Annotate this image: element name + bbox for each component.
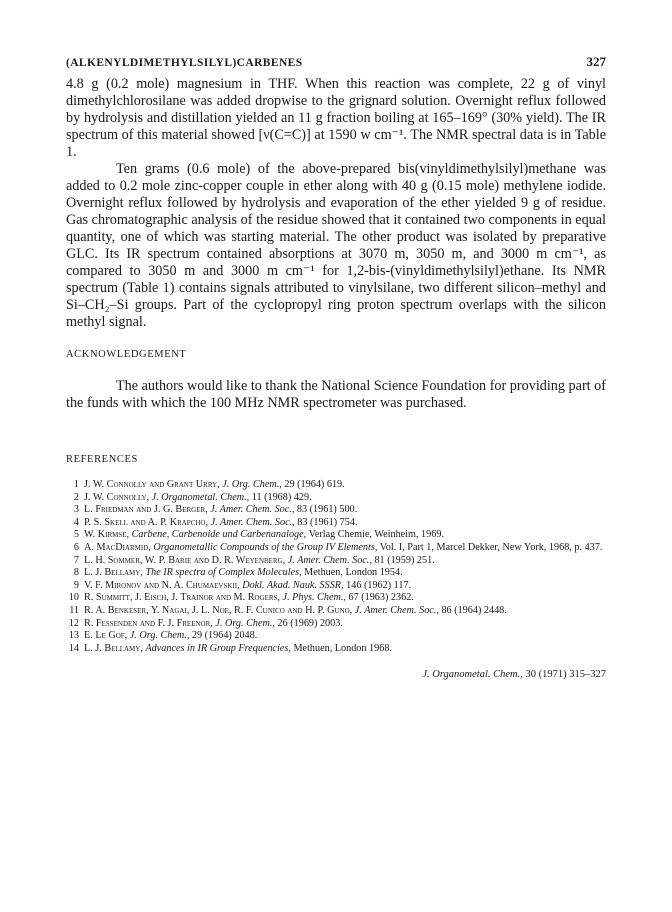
reference-details: 81 (1959) 251. — [374, 554, 435, 566]
reference-number: 9 — [73, 579, 79, 591]
reference-list — [66, 479, 606, 655]
reference-source: Organometallic Compounds of the Group IV Elements, — [153, 541, 378, 553]
reference-details: 29 (1964) 2048. — [191, 630, 258, 642]
acknowledgement-text: The authors would like to thank the National Science Foundation for providing part of the funds with which the 100 MHz NMR spectrometer was purchased. — [66, 378, 606, 411]
footer-citation: 30 (1971) 315–327 — [525, 669, 606, 681]
reference-source: J. Organometal. Chem., — [151, 491, 250, 503]
reference-details: 67 (1963) 2362. — [348, 592, 414, 604]
reference-source: J. Org. Chem., — [222, 479, 282, 490]
reference-item — [66, 618, 606, 631]
running-head — [66, 54, 606, 76]
reference-source: Dokl. Akad. Nauk. SSSR, — [242, 579, 344, 591]
reference-number: 1 — [73, 479, 79, 490]
reference-details: Methuen, London 1954. — [304, 567, 403, 579]
reference-number: 7 — [73, 554, 79, 566]
reference-authors: P. S. Skell and A. P. Krapcho, — [84, 516, 209, 528]
reference-authors: J. W. Connolly and Grant Urry, — [84, 479, 220, 490]
reference-source: J. Org. Chem., — [215, 617, 275, 629]
reference-number: 13 — [68, 630, 79, 642]
reference-number: 11 — [69, 604, 79, 616]
reference-details: 29 (1964) 619. — [284, 479, 345, 490]
reference-item — [66, 630, 606, 643]
reference-item — [66, 605, 606, 618]
reference-text — [84, 643, 606, 656]
reference-number: 3 — [73, 504, 79, 516]
reference-number: 4 — [73, 516, 79, 528]
reference-text — [84, 479, 606, 492]
paper-page — [66, 54, 606, 680]
reference-details: 83 (1961) 500. — [296, 504, 358, 516]
reference-source: Advances in IR Group Frequencies, — [145, 642, 291, 654]
reference-authors: R. Fessenden and F. J. Freenor, — [84, 617, 213, 629]
reference-source: J. Phys. Chem., — [282, 592, 346, 604]
reference-item — [66, 529, 606, 542]
reference-details: Methuen, London 1968. — [293, 642, 392, 654]
reference-text — [84, 567, 606, 580]
acknowledgement-heading: ACKNOWLEDGEMENT — [66, 349, 187, 360]
reference-details: 86 (1964) 2448. — [441, 604, 507, 616]
running-head-title: (ALKENYLDIMETHYLSILYL)CARBENES — [66, 57, 303, 69]
reference-details: 83 (1961) 754. — [297, 516, 358, 528]
journal-footer — [66, 669, 606, 680]
reference-authors: L. H. Sommer, W. P. Barie and D. R. Weyenberg, — [84, 554, 286, 566]
reference-details: 146 (1962) 117. — [346, 579, 412, 591]
reference-authors: W. Kirmse, — [84, 529, 130, 541]
reference-number: 5 — [73, 529, 79, 541]
reference-text — [84, 529, 606, 542]
reference-number: 14 — [68, 642, 79, 654]
reference-authors: R. Summitt, J. Eisch, J. Trainor and M. Rogers, — [84, 592, 280, 604]
reference-item — [66, 517, 606, 530]
reference-item — [66, 580, 606, 593]
reference-authors: R. A. Benkeser, Y. Nagai, J. L. Noe, R. F. Cunico and H. P. Guno, — [84, 604, 353, 616]
reference-authors: V. F. Mironov and N. A. Chumaevskii, — [84, 579, 240, 591]
reference-source: J. Amer. Chem. Soc., — [287, 554, 372, 566]
reference-authors: A. MacDiarmid, — [84, 541, 151, 553]
reference-item — [66, 504, 606, 517]
reference-item — [66, 592, 606, 605]
reference-text — [84, 592, 606, 605]
reference-number: 6 — [73, 541, 79, 553]
reference-item — [66, 567, 606, 580]
reference-details: Vol. I, Part 1, Marcel Dekker, New York, 1968, p. 437. — [379, 541, 603, 553]
reference-item — [66, 479, 606, 492]
reference-text — [84, 542, 606, 555]
reference-number: 10 — [68, 592, 79, 604]
reference-text — [84, 580, 606, 593]
reference-details: 11 (1968) 429. — [251, 491, 312, 503]
reference-number: 2 — [73, 491, 79, 503]
body-paragraph-1: 4.8 g (0.2 mole) magnesium in THF. When this reaction was complete, 22 g of vinyl dimethylchlorosilane was added dropwise to the grignard solution. Overnight reflux followed by hydrolysis and distillation yielded an 11 g fraction boiling at 165–169° (30% yield). The IR spectrum of this material showed [ν(C=C)] at 1590 w cm⁻¹. The NMR spectral data is in Table 1. — [66, 76, 606, 160]
reference-item — [66, 542, 606, 555]
reference-source: J. Amer. Chem. Soc., — [210, 516, 295, 528]
reference-text — [84, 605, 606, 618]
reference-text — [84, 517, 606, 530]
reference-item — [66, 555, 606, 568]
reference-details: 26 (1969) 2003. — [277, 617, 343, 629]
reference-authors: J. W. Connolly, — [84, 491, 150, 503]
body-paragraph-2: Ten grams (0.6 mole) of the above-prepared bis(vinyldimethylsilyl)methane was added to 0.2 mole zinc-copper couple in ether along with 40 g (0.15 mole) methylene iodide. Overnight reflux followed by hydrolysis and evaporation of the ether yielded 9 g of residue. Gas chromatographic analysis of the residue showed that it contained two components in equal quantity, one of which was starting material. The other product was isolated by preparative GLC. Its IR spectrum contained absorptions at 3070 m, 3050 m, and 3000 m cm⁻¹, as compared to 3050 m and 3000 m cm⁻¹ for 1,2-bis-(vinyldimethylsilyl)ethane. Its NMR spectrum (Table 1) contains signals attributed to vinylsilane, two different silicon–methyl and Si–CH₂–Si groups. Part of the cyclopropyl ring proton spectrum overlaps with the silicon methyl signal. — [66, 161, 606, 330]
reference-authors: E. Le Gof, — [84, 630, 128, 642]
reference-item — [66, 643, 606, 656]
references-heading: REFERENCES — [66, 454, 138, 465]
reference-text — [84, 630, 606, 643]
reference-item — [66, 492, 606, 505]
footer-journal: J. Organometal. Chem., — [422, 669, 523, 681]
reference-source: J. Org. Chem., — [129, 630, 190, 642]
reference-authors: L. J. Bellamy, — [84, 642, 143, 654]
reference-source: The IR spectra of Complex Molecules, — [145, 567, 302, 579]
reference-text — [84, 618, 606, 631]
reference-number: 8 — [73, 567, 79, 579]
reference-source: J. Amer. Chem. Soc., — [354, 604, 439, 616]
reference-details: Verlag Chemie, Weinheim, 1969. — [308, 529, 444, 541]
reference-authors: L. Friedman and J. G. Berger, — [84, 504, 208, 516]
reference-text — [84, 492, 606, 505]
reference-authors: L. J. Bellamy, — [84, 567, 143, 579]
reference-text — [84, 555, 606, 568]
reference-source: Carbene, Carbenoide und Carbenanaloge, — [131, 529, 307, 541]
reference-source: J. Amer. Chem. Soc., — [210, 504, 295, 516]
reference-number: 12 — [68, 617, 79, 629]
reference-text — [84, 504, 606, 517]
page-number: 327 — [586, 54, 606, 69]
